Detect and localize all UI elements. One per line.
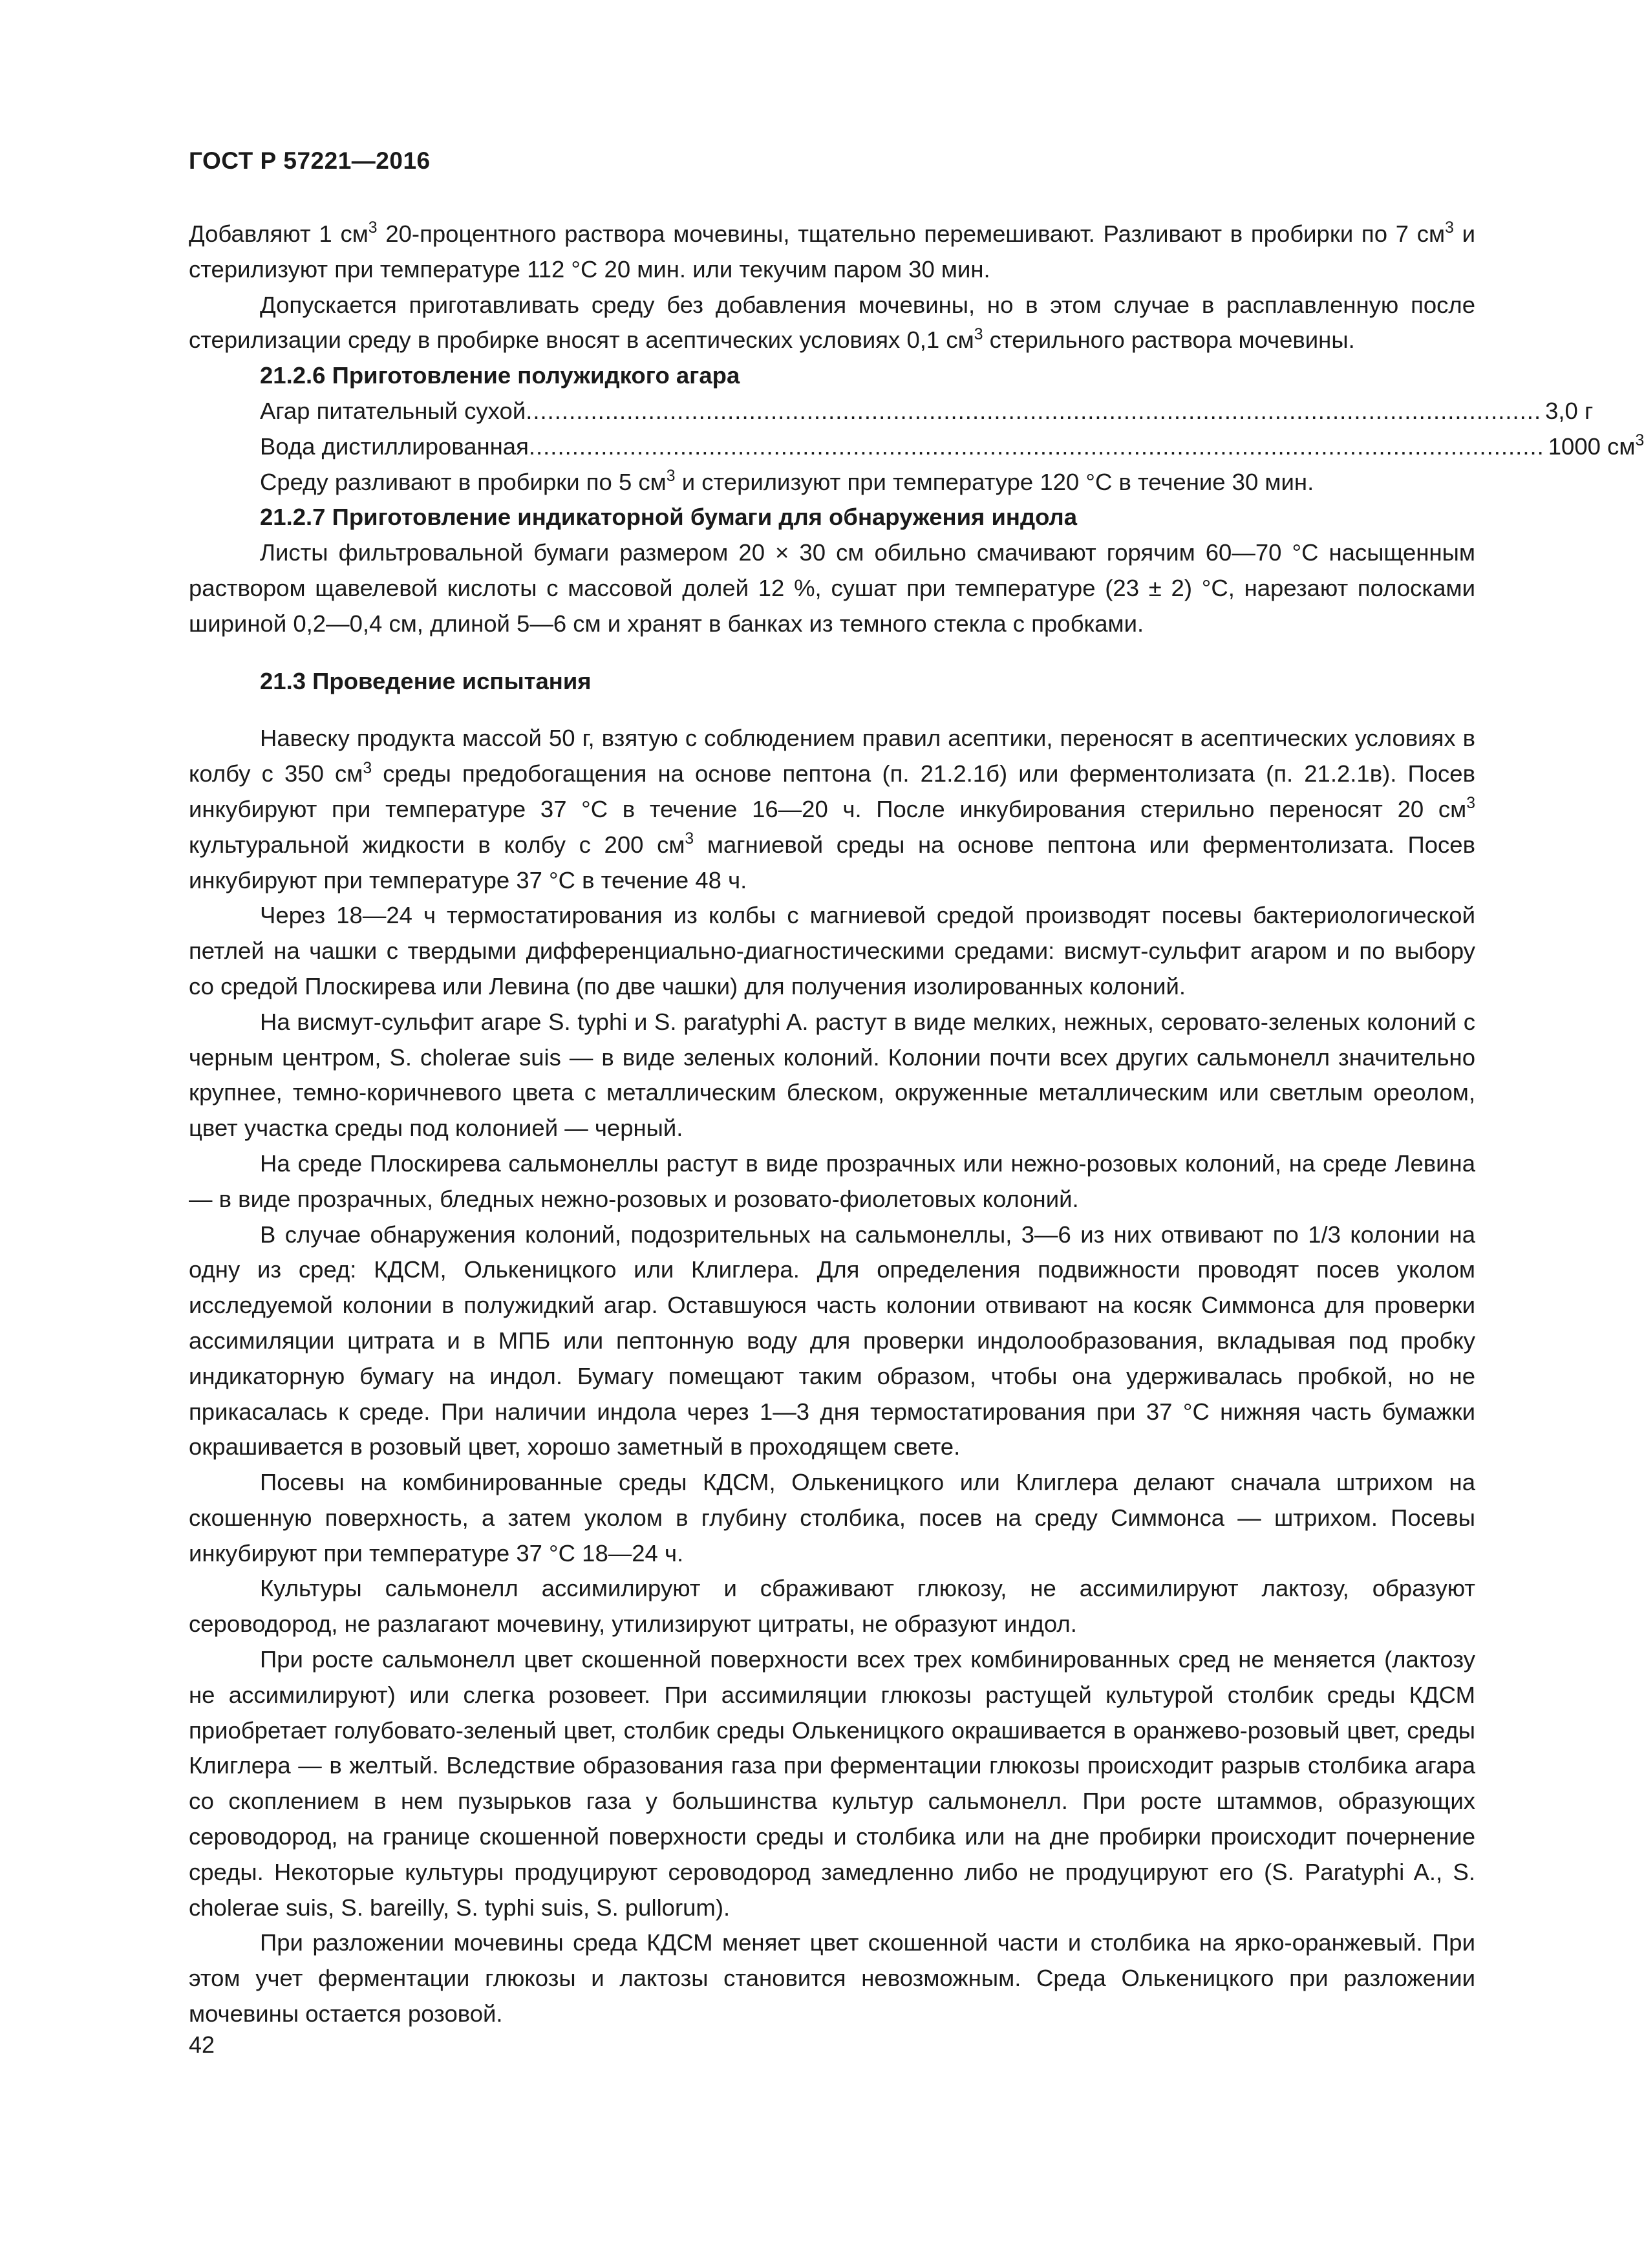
paragraph-bismuth-sulfite: На висмут-сульфит агаре S. typhi и S. paratyphi A. растут в виде мелких, нежных, серовато-зеленых колоний с черным центром, S. cholerae suis — в виде зеленых колоний. Колонии почти всех других сальмонелл значительно крупнее, темно-коричневого цвета с металлическим блеском, окруженные металлическим или светлым ореолом, цвет участка среды под колонией — черный. [189,1008,1475,1142]
paragraph-cultures: Культуры сальмонелл ассимилируют и сбраживают глюкозу, не ассимилируют лактозу, образуют сероводород, не разлагают мочевину, утилизируют цитраты, не образуют индол. [189,1575,1475,1638]
ingredient-row [189,429,1644,465]
ingredient-name: Агар питательный сухой [260,397,526,424]
ingredient-amount: 1000 $см^3$ [1548,432,1644,460]
text-run: Навеску продукта массой 50 г, взятую с соблюдением правил асептики, переносят в асептических условиях в колбу с 350 см [189,725,1475,787]
document-body [189,217,1644,2032]
paragraph-suspicious-colonies: В случае обнаружения колоний, подозрительных на сальмонеллы, 3—6 из них отвивают по 1/3 колонии на одну из сред: КДСМ, Олькеницкого или Клиглера. Для определения подвижности проводят посев уколом исследуемой колонии в полужидкий агар. Оставшуюся часть колонии отвивают на косяк Симмонса для проверки ассимиляции цитрата и в МПБ или пептонную воду для проверки индолообразования, вкладывая под пробку индикаторную бумагу на индол. Бумагу помещают таким образом, чтобы она удерживалась пробкой, но не прикасалась к среде. При наличии индола через 1—3 дня термостатирования при 37 °С нижняя часть бумажки окрашивается в розовый цвет, хорошо заметный в проходящем свете. [189,1221,1475,1460]
text-run: стерильного раствора мочевины. [983,326,1355,354]
paragraph-combined-media: Посевы на комбинированные среды КДСМ, Олькеницкого или Клиглера делают сначала штрихом на скошенную поверхность, а затем уколом в глубину столбика, посев на среду Симмонса — штрихом. Посевы инкубируют при температуре 37 °С 18—24 ч. [189,1469,1475,1567]
text-run: и стерилизуют при температуре 120 °С в течение 30 мин. [675,468,1314,495]
paragraph-plating: Через 18—24 ч термостатирования из колбы с магниевой средой производят посевы бактериологической петлей на чашки с твердыми дифференциально-диагностическими средами: висмут-сульфит агаром и по выбору со средой Плоскирева или Левина (по две чашки) для получения изолированных колоний. [189,902,1475,1000]
text-run: магниевой среды на основе пептона или ферментолизата. Посев инкубируют при температуре 37 °С в течение 48 ч. [189,831,1475,893]
text-run: среды предобогащения на основе пептона (п. 21.2.1б) или ферментолизата (п. 21.2.1в). Посев инкубируют при температуре 37 °С в течение 16—20 ч. После инкубирования стерильно переносят 20 см [189,760,1475,822]
document-header: ГОСТ Р 57221—2016 [189,147,431,174]
heading-21-3: 21.3 Проведение испытания [260,667,592,694]
paragraph-growth: При росте сальмонелл цвет скошенной поверхности всех трех комбинированных сред не меняется (лактозу не ассимилируют) или слегка розовеет. При ассимиляции глюкозы растущей культурой столбик среды КДСМ приобретает голубовато-зеленый цвет, столбик среды Олькеницкого окрашивается в оранжево-розовый цвет, среды Клиглера — в желтый. Вследствие образования газа при ферментации глюкозы происходит разрыв столбика агара со скоплением в нем пузырьков газа у большинства культур сальмонелл. При росте штаммов, образующих сероводород, на границе скошенной поверхности среды и столбика или на дне пробирки происходит почернение среды. Некоторые культуры продуцируют сероводород замедленно либо не продуцируют его (S. Paratyphi A., S. cholerae suis, S. bareilly, S. typhi suis, S. pullorum). [189,1646,1475,1921]
paragraph-indicator-paper: Листы фильтровальной бумаги размером 20 × 30 см обильно смачивают горячим 60—70 °С насыщенным раствором щавелевой кислоты с массовой долей 12 %, сушат при температуре (23 ± 2) °С, нарезают полосками шириной 0,2—0,4 см, длиной 5—6 см и хранят в банках из темного стекла с пробками. [189,539,1475,637]
superscript: 3 [666,467,676,485]
text-run: Среду разливают в пробирки по 5 см [260,468,667,495]
paragraph-sample [189,721,1475,898]
page-number: 42 [189,2031,215,2058]
leader-dots: ............................................................................................................................................. [528,433,1544,460]
text-run: 20-процентного раствора мочевины, тщательно перемешивают. Разливают в пробирки по 7 см [377,220,1446,247]
superscript: 3 [1635,432,1644,450]
paragraph-agar-sterilization [189,465,1475,500]
text-run: Добавляют 1 см [189,220,368,247]
text-run: и стерилизуют при температуре 112 °С 20 мин. или текучим паром 30 мин. [189,220,1475,283]
heading-21-2-6: 21.2.6 Приготовление полужидкого агара [260,362,740,389]
text-run: Допускается приготавливать среду без добавления мочевины, но в этом случае в расплавленную после стерилизации среду в пробирке вносят в асептических условиях 0,1 см [189,291,1475,354]
text-run: культуральной жидкости в колбу с 200 см [189,831,685,858]
paragraph-urea-decomposition: При разложении мочевины среда КДСМ меняет цвет скошенной части и столбика на ярко-оранжевый. При этом учет ферментации глюкозы и лактозы становится невозможным. Среда Олькеницкого при разложении мочевины остается розовой. [189,1929,1475,2027]
superscript: 3 [1445,219,1454,237]
superscript: 3 [368,219,378,237]
paragraph-urea-allowed [189,288,1475,359]
spacer [189,642,1475,664]
paragraph-ploskirev: На среде Плоскирева сальмонеллы растут в виде прозрачных или нежно-розовых колоний, на среде Левина — в виде прозрачных, бледных нежно-розовых и розовато-фиолетовых колоний. [189,1150,1475,1212]
ingredient-amount: 3,0 г [1545,397,1594,424]
superscript: 3 [1466,795,1475,813]
ingredient-row [189,394,1594,429]
leader-dots: ............................................................................................................................................. [526,397,1542,424]
paragraph-urea [189,217,1475,288]
spacer [189,699,1475,721]
superscript: 3 [363,759,372,777]
superscript: 3 [685,830,694,848]
heading-21-2-7: 21.2.7 Приготовление индикаторной бумаги для обнаружения индола [260,504,1078,531]
ingredient-name: Вода дистиллированная [260,433,529,460]
superscript: 3 [974,325,983,343]
